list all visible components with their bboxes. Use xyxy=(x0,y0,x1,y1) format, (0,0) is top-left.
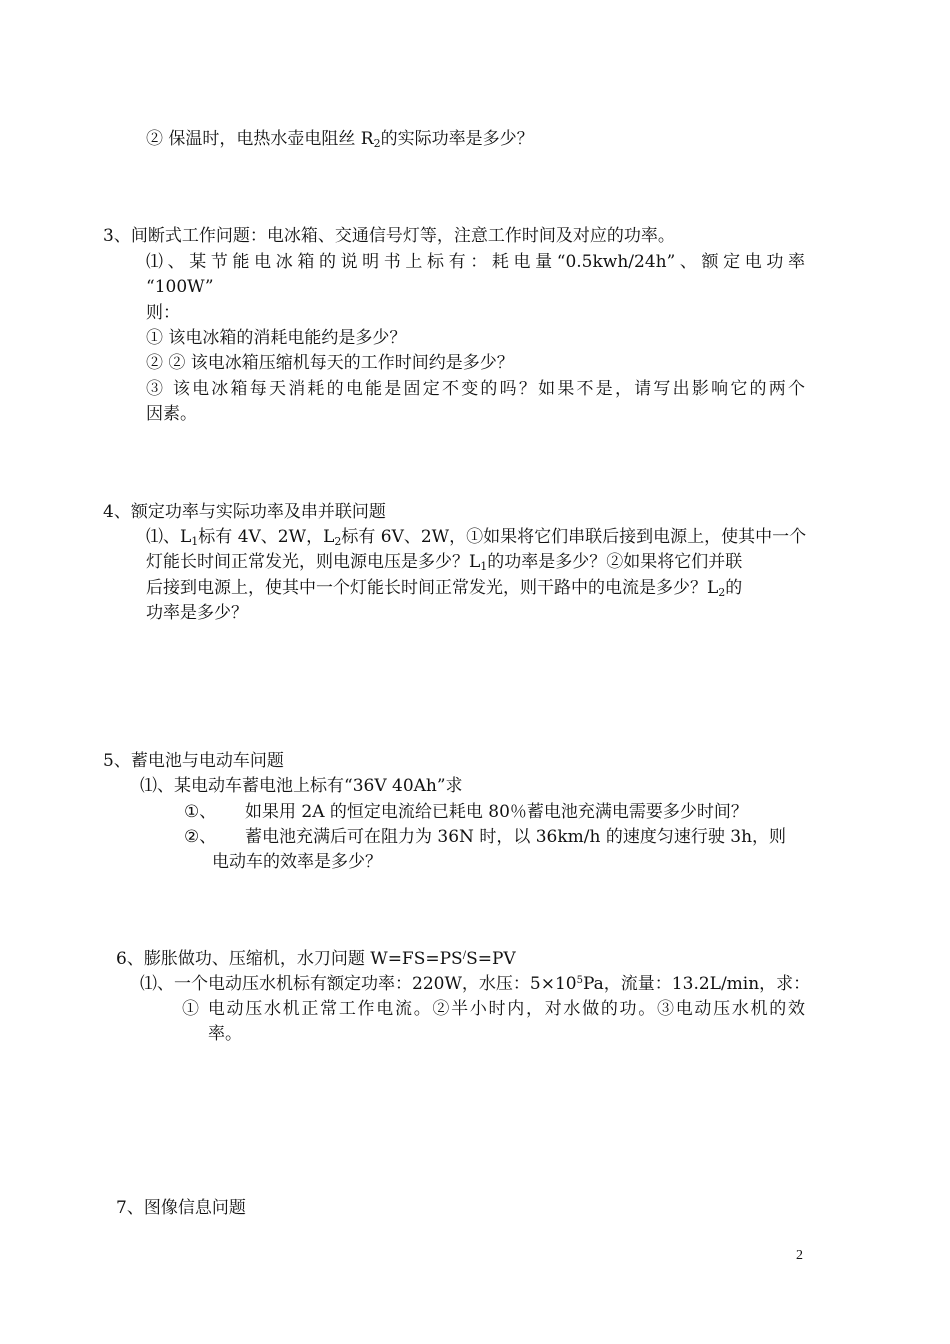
section-3-problem-1: ⑴、某节能电冰箱的说明书上标有：耗电量“0.5kwh/24h”、额定电功率 xyxy=(146,252,805,272)
section-7-title: 7、图像信息问题 xyxy=(116,1198,246,1218)
section-5-question-2: 蓄电池充满后可在阻力为 36N 时，以 36km/h 的速度匀速行驶 3h，则 xyxy=(245,827,787,847)
section-3-question-2: ② ② 该电冰箱压缩机每天的工作时间约是多少？ xyxy=(146,353,514,373)
section-6-title: 6、膨胀做功、压缩机，水刀问题 W=FS=PS/S=PV xyxy=(116,949,516,969)
section-6-questions: ① 电动压水机正常工作电流。②半小时内，对水做的功。③电动压水机的效 xyxy=(182,999,805,1019)
section-3-question-3: ③ 该电冰箱每天消耗的电能是固定不变的吗？如果不是，请写出影响它的两个 xyxy=(146,379,805,399)
section-5-question-2-number: ②、 xyxy=(184,827,217,847)
section-6-questions-cont: 率。 xyxy=(208,1024,242,1044)
section-5-question-1: 如果用 2A 的恒定电流给已耗电 80％蓄电池充满电需要多少时间？ xyxy=(245,802,748,822)
section-3-then: 则： xyxy=(146,303,180,323)
section-5-question-2-cont: 电动车的效率是多少？ xyxy=(212,852,382,872)
section-4-problem-line-4: 功率是多少？ xyxy=(146,603,248,623)
section-3-title: 3、间断式工作问题：电冰箱、交通信号灯等，注意工作时间及对应的功率。 xyxy=(103,226,675,246)
page-number: 2 xyxy=(796,1248,803,1263)
section-3-question-3-cont: 因素。 xyxy=(146,404,197,424)
section-4-problem-line-1: ⑴、$L_1$标有 4V、2W，$L_2$标有 6V、2W，①如果将它们串联后接到电源上，使其中一个 xyxy=(146,527,807,548)
question-2-2: ② 保温时，电热水壶电阻丝 $R_2$的实际功率是多少？ xyxy=(146,129,534,150)
section-5-title: 5、蓄电池与电动车问题 xyxy=(103,751,284,771)
section-3-problem-1-cont: “100W” xyxy=(146,277,214,297)
section-4-problem-line-3: 后接到电源上，使其中一个灯能长时间正常发光，则干路中的电流是多少？$L_2$的 xyxy=(146,578,743,599)
section-5-question-1-number: ①、 xyxy=(184,802,217,822)
section-6-problem-1: ⑴、一个电动压水机标有额定功率：220W，水压：$5\times 10^5Pa$，流量：13.2L/min，求： xyxy=(140,974,811,994)
section-3-question-1: ① 该电冰箱的消耗电能约是多少？ xyxy=(146,328,407,348)
section-4-title: 4、额定功率与实际功率及串并联问题 xyxy=(103,502,386,522)
section-5-problem-1: ⑴、某电动车蓄电池上标有“36V 40Ah”求 xyxy=(140,776,463,796)
section-4-problem-line-2: 灯能长时间正常发光，则电源电压是多少？$L_1$的功率是多少？②如果将它们并联 xyxy=(146,552,743,573)
